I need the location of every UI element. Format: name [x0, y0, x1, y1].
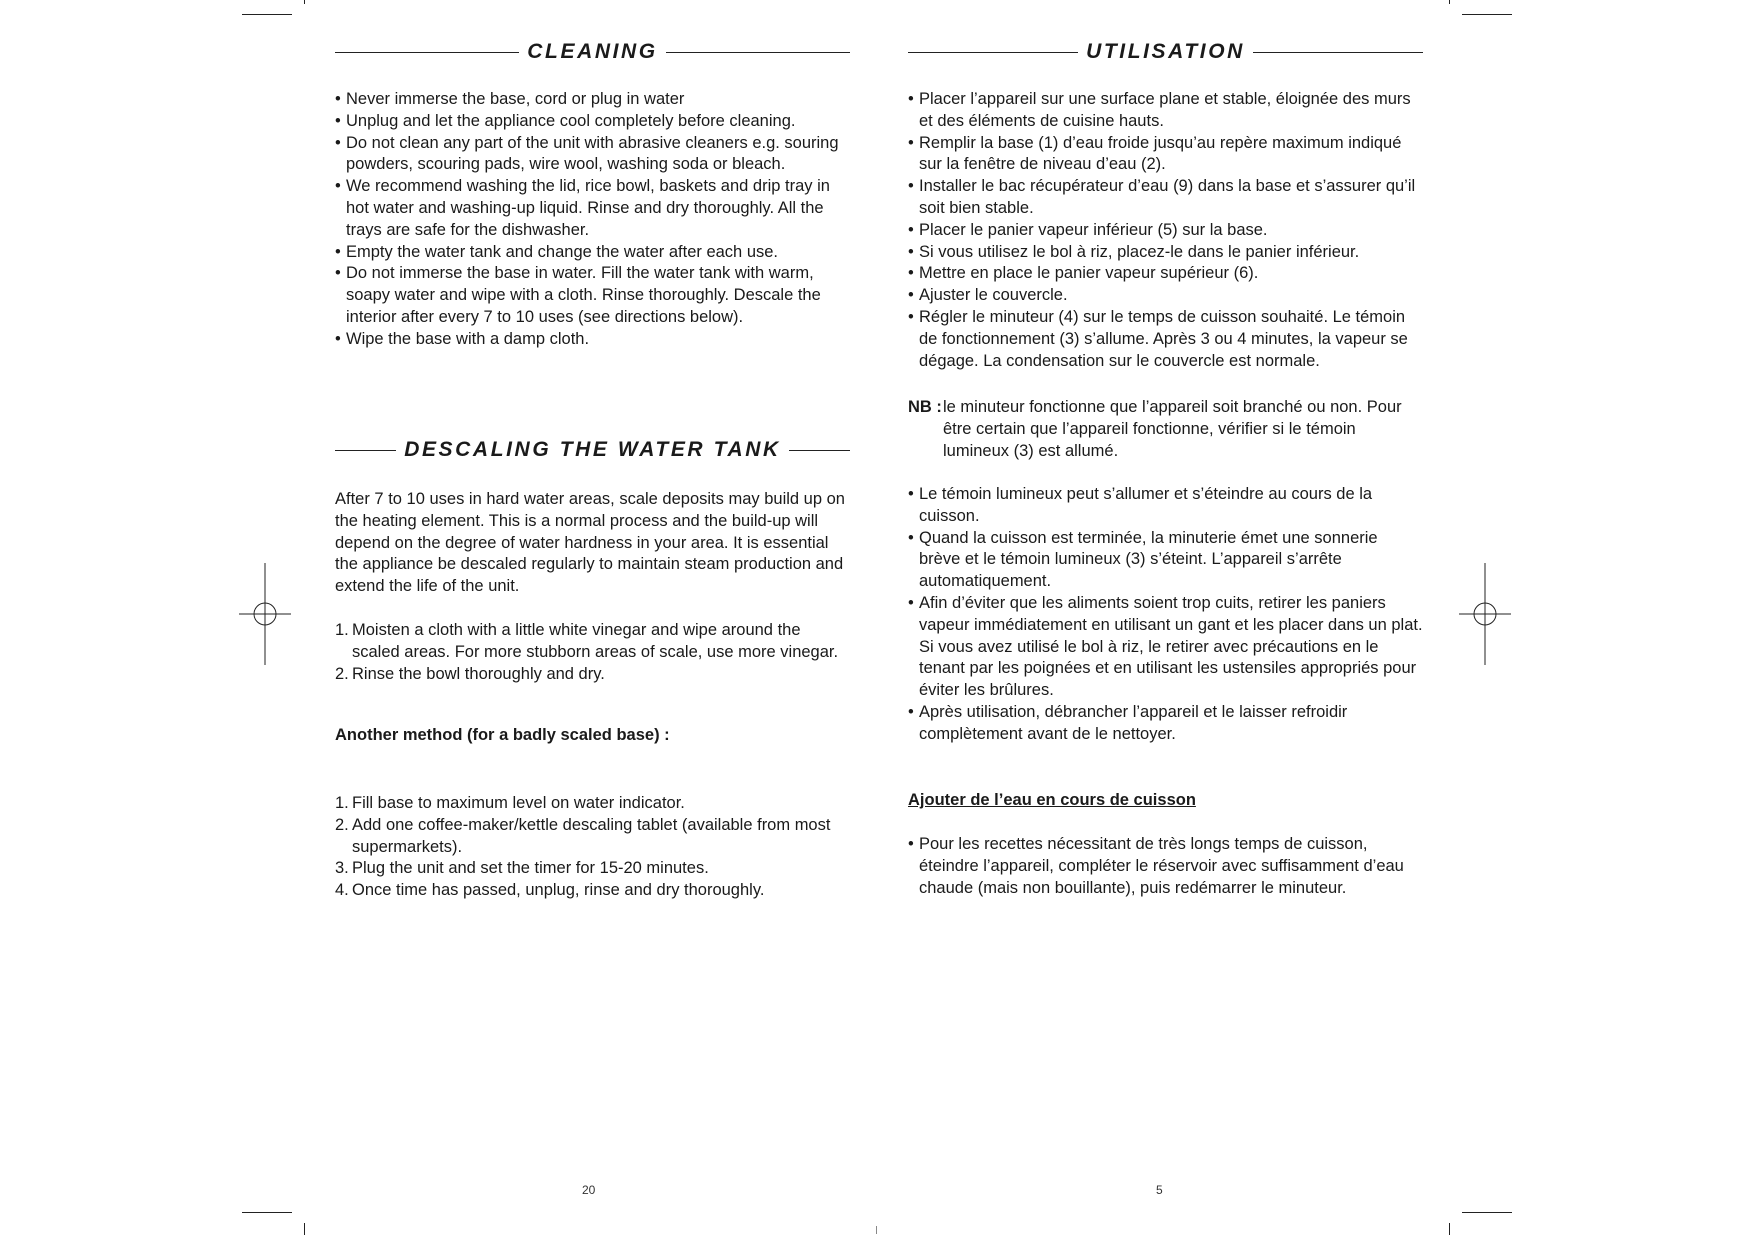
list-item: • Placer l’appareil sur une surface plane et stable, éloignée des murs et des éléments de cuisine hauts.: [908, 89, 1423, 133]
step-text: Fill base to maximum level on water indicator.: [352, 794, 685, 812]
registration-mark-icon: [1459, 563, 1511, 665]
cleaning-heading: [335, 40, 850, 64]
crop-mark: [242, 14, 292, 15]
crop-mark: [1449, 1223, 1450, 1235]
cleaning-title: CLEANING: [527, 40, 658, 63]
crop-mark: [1449, 0, 1450, 4]
descaling-title: DESCALING THE WATER TANK: [404, 438, 781, 461]
step-number: 1.: [335, 794, 349, 812]
descaling-intro: [335, 489, 850, 598]
step-number: 3.: [335, 859, 349, 878]
list-item: • Après utilisation, débrancher l’appareil et le laisser refroidir complètement avant de le nettoyer.: [908, 702, 1423, 746]
nb-note-block: [908, 397, 1423, 462]
list-item: [335, 664, 850, 686]
list-item: • Mettre en place le panier vapeur supérieur (6).: [908, 263, 1423, 285]
cleaning-list: [335, 89, 850, 351]
page-number-left: 20: [582, 1183, 596, 1197]
add-water-heading: Ajouter de l’eau en cours de cuisson: [908, 791, 1196, 809]
crop-mark: [304, 1223, 305, 1235]
list-item: • Pour les recettes nécessitant de très longs temps de cuisson, éteindre l’appareil, compléter le réservoir avec suffisamment d’eau chaude (mais non bouillante), puis redémarrer le minuteur.: [908, 834, 1423, 899]
registration-mark-icon: [239, 563, 291, 665]
nb-note: [908, 397, 1423, 462]
list-item: • Régler le minuteur (4) sur le temps de cuisson souhaité. Le témoin de fonctionnement (3) s’allume. Après 3 ou 4 minutes, la vapeur se dégage. La condensation sur le couvercle est normale.: [908, 307, 1423, 372]
step-text: Rinse the bowl thoroughly and dry.: [352, 664, 605, 683]
utilisation-heading: [908, 40, 1423, 64]
list-item: • Quand la cuisson est terminée, la minuterie émet une sonnerie brève et le témoin lumineux (3) s’éteint. L’appareil s’arrête automatiquement.: [908, 528, 1423, 593]
list-item: [335, 793, 850, 815]
list-item: • Le témoin lumineux peut s’allumer et s’éteindre au cours de la cuisson.: [908, 484, 1423, 528]
heading-rule-right: [666, 52, 850, 53]
cleaning-list-block: [335, 89, 850, 351]
step-number: 2.: [335, 664, 349, 683]
step-number: 4.: [335, 881, 349, 900]
step-text: Moisten a cloth with a little white vinegar and wipe around the scaled areas. For more stubborn areas of scale, use more vinegar.: [352, 621, 839, 661]
list-item: • Afin d’éviter que les aliments soient trop cuits, retirer les paniers vapeur immédiatement en utilisant un gant et les placer dans un plat. Si vous avez utilisé le bol à riz, le retirer avec précautions en le tenant par les poignées et en utilisant les ustensiles appropriés pour éviter les brûlures.: [908, 593, 1423, 702]
utilisation-list2-block: [908, 484, 1423, 746]
heading-rule-left: [335, 52, 519, 53]
step-text: Plug the unit and set the timer for 15-20 minutes.: [352, 859, 709, 878]
list-item: • Never immerse the base, cord or plug in water: [335, 89, 850, 111]
add-water-list-block: [908, 834, 1423, 899]
utilisation-title: UTILISATION: [1086, 40, 1245, 63]
utilisation-list-2: [908, 484, 1423, 746]
crop-mark: [242, 1212, 292, 1213]
list-item: • Si vous utilisez le bol à riz, placez-le dans le panier inférieur.: [908, 242, 1423, 264]
another-method-heading: Another method (for a badly scaled base) :: [335, 726, 670, 744]
list-item: [335, 858, 850, 880]
descaling-steps-block: [335, 620, 850, 685]
list-item: • Do not immerse the base in water. Fill the water tank with warm, soapy water and wipe with a cloth. Rinse thoroughly. Descale the interior after every 7 to 10 uses (see directions below).: [335, 263, 850, 328]
step-number: 2.: [335, 815, 349, 834]
crop-mark: [1462, 14, 1512, 15]
nb-text: le minuteur fonctionne que l’appareil soit branché ou non. Pour être certain que l’appareil fonctionne, vérifier si le témoin lumineux (3) est allumé.: [943, 398, 1402, 460]
descaling-intro-text: After 7 to 10 uses in hard water areas, scale deposits may build up on the heating element. This is a normal process and the build-up will depend on the degree of water hardness in your area. It is essential the appliance be descaled regularly to maintain steam production and extend the life of the unit.: [335, 490, 845, 596]
add-water-list: [908, 834, 1423, 899]
list-item: • We recommend washing the lid, rice bowl, baskets and drip tray in hot water and washing-up liquid. Rinse and dry thoroughly. All the trays are safe for the dishwasher.: [335, 176, 850, 241]
utilisation-list-block: [908, 89, 1423, 372]
heading-rule-right: [789, 450, 850, 451]
utilisation-list: [908, 89, 1423, 372]
list-item: • Remplir la base (1) d’eau froide jusqu’au repère maximum indiqué sur la fenêtre de niveau d’eau (2).: [908, 133, 1423, 177]
list-item: • Empty the water tank and change the water after each use.: [335, 242, 850, 264]
list-item: • Installer le bac récupérateur d’eau (9) dans la base et s’assurer qu’il soit bien stable.: [908, 176, 1423, 220]
page-number-right: 5: [1156, 1183, 1163, 1197]
step-number: 1.: [335, 621, 349, 639]
list-item: • Placer le panier vapeur inférieur (5) sur la base.: [908, 220, 1423, 242]
step-text: Once time has passed, unplug, rinse and dry thoroughly.: [352, 881, 765, 900]
descaling-steps: [335, 620, 850, 685]
another-method-heading-block: [335, 725, 850, 747]
add-water-heading-block: [908, 790, 1423, 812]
list-item: • Wipe the base with a damp cloth.: [335, 329, 850, 351]
another-method-steps-block: [335, 793, 850, 902]
another-method-steps: [335, 793, 850, 902]
crop-mark: [1462, 1212, 1512, 1213]
list-item: • Do not clean any part of the unit with abrasive cleaners e.g. souring powders, scouring pads, wire wool, washing soda or bleach.: [335, 133, 850, 177]
list-item: • Ajuster le couvercle.: [908, 285, 1423, 307]
list-item: [335, 880, 850, 902]
heading-rule-left: [335, 450, 396, 451]
nb-label: NB :: [908, 398, 942, 416]
crop-mark: [876, 1226, 877, 1234]
heading-rule-left: [908, 52, 1078, 53]
list-item: • Unplug and let the appliance cool completely before cleaning.: [335, 111, 850, 133]
list-item: [335, 815, 850, 859]
heading-rule-right: [1253, 52, 1423, 53]
list-item: [335, 620, 850, 664]
crop-mark: [304, 0, 305, 4]
step-text: Add one coffee-maker/kettle descaling tablet (available from most supermarkets).: [352, 815, 831, 856]
descaling-heading: [335, 438, 850, 462]
